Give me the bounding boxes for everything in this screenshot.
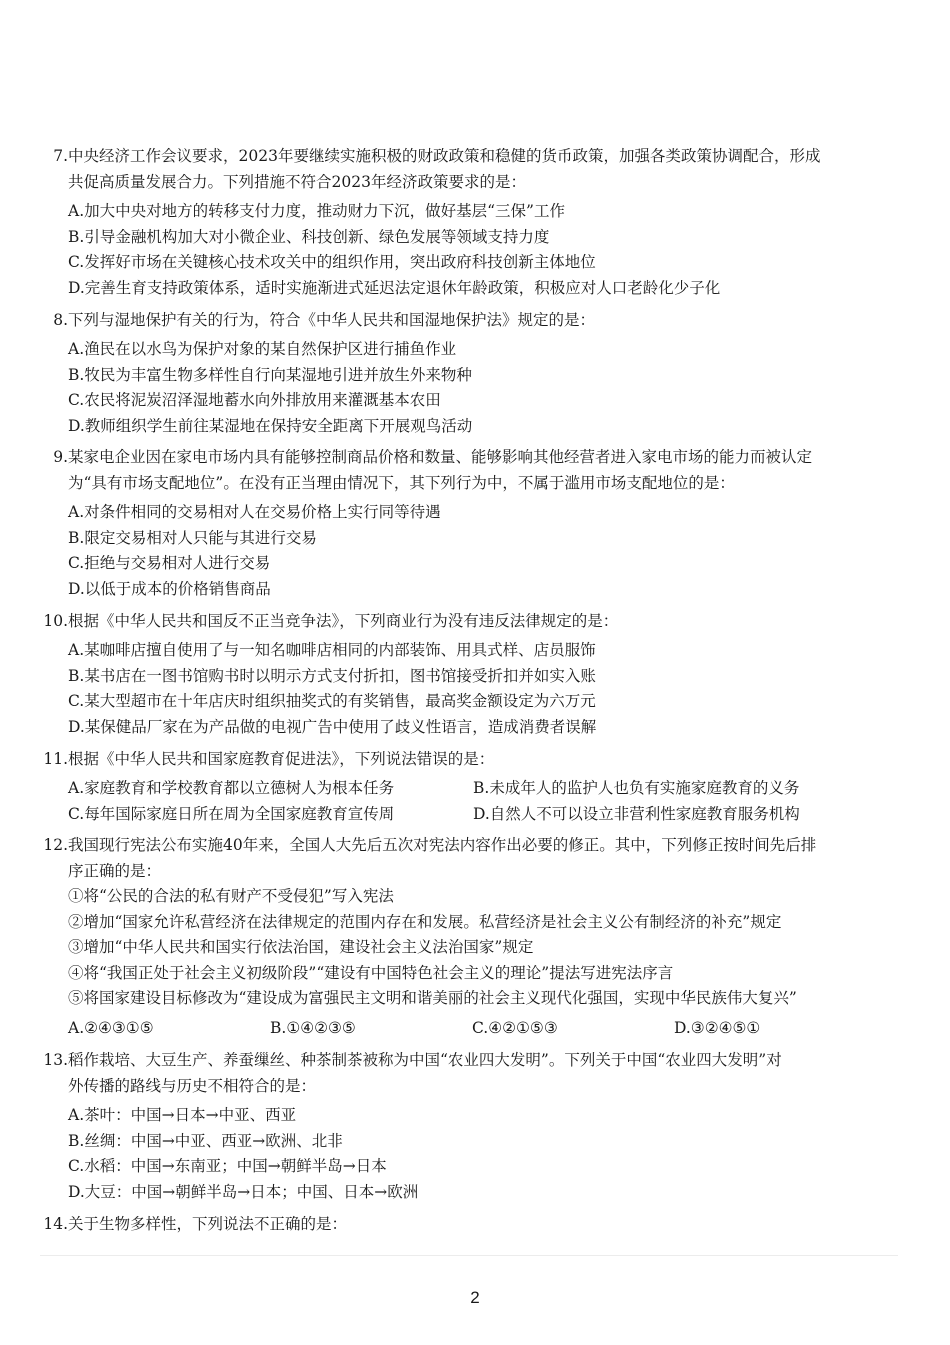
stem-line: 共促高质量发展合力。下列措施不符合2023年经济政策要求的是：: [68, 173, 526, 191]
question-13: [0, 1047, 950, 1205]
footer-divider: [40, 1255, 898, 1256]
statement-1: ①将“公民的合法的私有财产不受侵犯”写入宪法: [68, 887, 394, 905]
option-c: C.水稻：中国→东南亚；中国→朝鲜半岛→日本: [68, 1157, 387, 1175]
question-stem: [0, 1211, 950, 1237]
question-number: 12.: [43, 836, 68, 854]
question-number: 7.: [53, 147, 68, 165]
option-c: C.④②①⑤③: [472, 1018, 558, 1037]
question-stem: [0, 143, 950, 195]
stem-line: 根据《中华人民共和国反不正当竞争法》，下列商业行为没有违反法律规定的是：: [68, 612, 619, 630]
option-row: [0, 802, 950, 828]
question-number: 9.: [53, 448, 68, 466]
option-a: A.②④③①⑤: [68, 1018, 154, 1037]
question-10: [0, 608, 950, 740]
question-7: [0, 143, 950, 301]
question-11: [0, 746, 950, 827]
stem-line: 外传播的路线与历史不相符合的是：: [68, 1077, 317, 1095]
question-12: [0, 832, 950, 1041]
question-number: 13.: [43, 1051, 68, 1069]
question-9: [0, 444, 950, 602]
option-c: C.某大型超市在十年店庆时组织抽奖式的有奖销售，最高奖金额设定为六万元: [68, 692, 596, 710]
statement-2: ②增加“国家允许私营经济在法律规定的范围内存在和发展。私营经济是社会主义公有制经济的补充”规定: [68, 912, 782, 931]
stem-line: 关于生物多样性，下列说法不正确的是：: [68, 1215, 348, 1233]
question-stem: [0, 1047, 950, 1099]
option-a: A.对条件相同的交易相对人在交易价格上实行同等待遇: [68, 503, 441, 521]
option-d: D.大豆：中国→朝鲜半岛→日本；中国、日本→欧洲: [68, 1182, 419, 1201]
question-stem: [0, 307, 950, 333]
option-b: B.①④②③⑤: [270, 1018, 356, 1037]
question-stem: [0, 746, 950, 772]
option-d: D.以低于成本的价格销售商品: [68, 579, 271, 598]
stem-line: 中央经济工作会议要求，2023年要继续实施积极的财政政策和稳健的货币政策，加强各类政策协调配合，形成: [68, 147, 821, 165]
stem-line: 根据《中华人民共和国家庭教育促进法》，下列说法错误的是：: [68, 750, 495, 768]
option-b: B.引导金融机构加大对小微企业、科技创新、绿色发展等领域支持力度: [68, 227, 550, 246]
option-row: [0, 776, 950, 802]
option-c: C.拒绝与交易相对人进行交易: [68, 554, 271, 572]
stem-line: 为“具有市场支配地位”。在没有正当理由情况下，其下列行为中，不属于滥用市场支配地位的是：: [68, 474, 735, 492]
question-14: [0, 1211, 950, 1237]
option-c: C.每年国际家庭日所在周为全国家庭教育宣传周: [68, 804, 395, 823]
question-number: 11.: [43, 750, 68, 768]
option-a: A.某咖啡店擅自使用了与一知名咖啡店相同的内部装饰、用具式样、店员服饰: [68, 641, 596, 659]
statement-4: ④将“我国正处于社会主义初级阶段”“建设有中国特色社会主义的理论”提法写进宪法序言: [68, 963, 674, 982]
option-d: D.③②④⑤①: [674, 1018, 761, 1037]
option-a: A.加大中央对地方的转移支付力度，推动财力下沉，做好基层“三保”工作: [68, 202, 565, 220]
option-d: D.完善生育支持政策体系，适时实施渐进式延迟法定退休年龄政策，积极应对人口老龄化少子化: [68, 278, 721, 297]
option-d: D.某保健品厂家在为产品做的电视广告中使用了歧义性语言，造成消费者误解: [68, 717, 597, 736]
option-b: B.牧民为丰富生物多样性自行向某湿地引进并放生外来物种: [68, 365, 472, 384]
question-number: 8.: [53, 311, 68, 329]
option-b: B.某书店在一图书馆购书时以明示方式支付折扣，图书馆接受折扣并如实入账: [68, 666, 596, 685]
option-a: A.渔民在以水鸟为保护对象的某自然保护区进行捕鱼作业: [68, 340, 457, 358]
statement-3: ③增加“中华人民共和国实行依法治国，建设社会主义法治国家”规定: [68, 938, 534, 956]
option-c: C.发挥好市场在关键核心技术攻关中的组织作用，突出政府科技创新主体地位: [68, 253, 596, 271]
stem-line: 稻作栽培、大豆生产、养蚕缫丝、种茶制茶被称为中国“农业四大发明”。下列关于中国“农业四大发明”对: [68, 1051, 782, 1069]
question-stem: [0, 608, 950, 634]
option-a: A.家庭教育和学校教育都以立德树人为根本任务: [68, 779, 395, 797]
option-c: C.农民将泥炭沼泽湿地蓄水向外排放用来灌溉基本农田: [68, 391, 441, 409]
page-number: 2: [470, 1288, 480, 1307]
option-b: B.限定交易相对人只能与其进行交易: [68, 528, 317, 547]
question-number: 14.: [43, 1215, 68, 1233]
option-a: A.茶叶：中国→日本→中亚、西亚: [68, 1106, 297, 1124]
stem-line: 下列与湿地保护有关的行为，符合《中华人民共和国湿地保护法》规定的是：: [68, 311, 596, 329]
stem-line: 某家电企业因在家电市场内具有能够控制商品价格和数量、能够影响其他经营者进入家电市场的能力而被认定: [68, 448, 813, 466]
option-d: D.自然人不可以设立非营利性家庭教育服务机构: [473, 804, 800, 823]
question-number: 10.: [43, 612, 68, 630]
option-b: B.未成年人的监护人也负有实施家庭教育的义务: [473, 779, 800, 797]
question-stem: [0, 832, 950, 884]
question-8: [0, 307, 950, 439]
question-stem: [0, 444, 950, 496]
stem-line: 我国现行宪法公布实施40年来，全国人大先后五次对宪法内容作出必要的修正。其中，下列修正按时间先后排: [68, 836, 817, 854]
option-b: B.丝绸：中国→中亚、西亚→欧洲、北非: [68, 1131, 343, 1150]
option-row: [0, 1016, 950, 1042]
option-d: D.教师组织学生前往某湿地在保持安全距离下开展观鸟活动: [68, 416, 473, 435]
stem-line: 序正确的是：: [68, 862, 162, 880]
statement-5: ⑤将国家建设目标修改为“建设成为富强民主文明和谐美丽的社会主义现代化强国，实现中华民族伟大复兴”: [68, 989, 797, 1007]
